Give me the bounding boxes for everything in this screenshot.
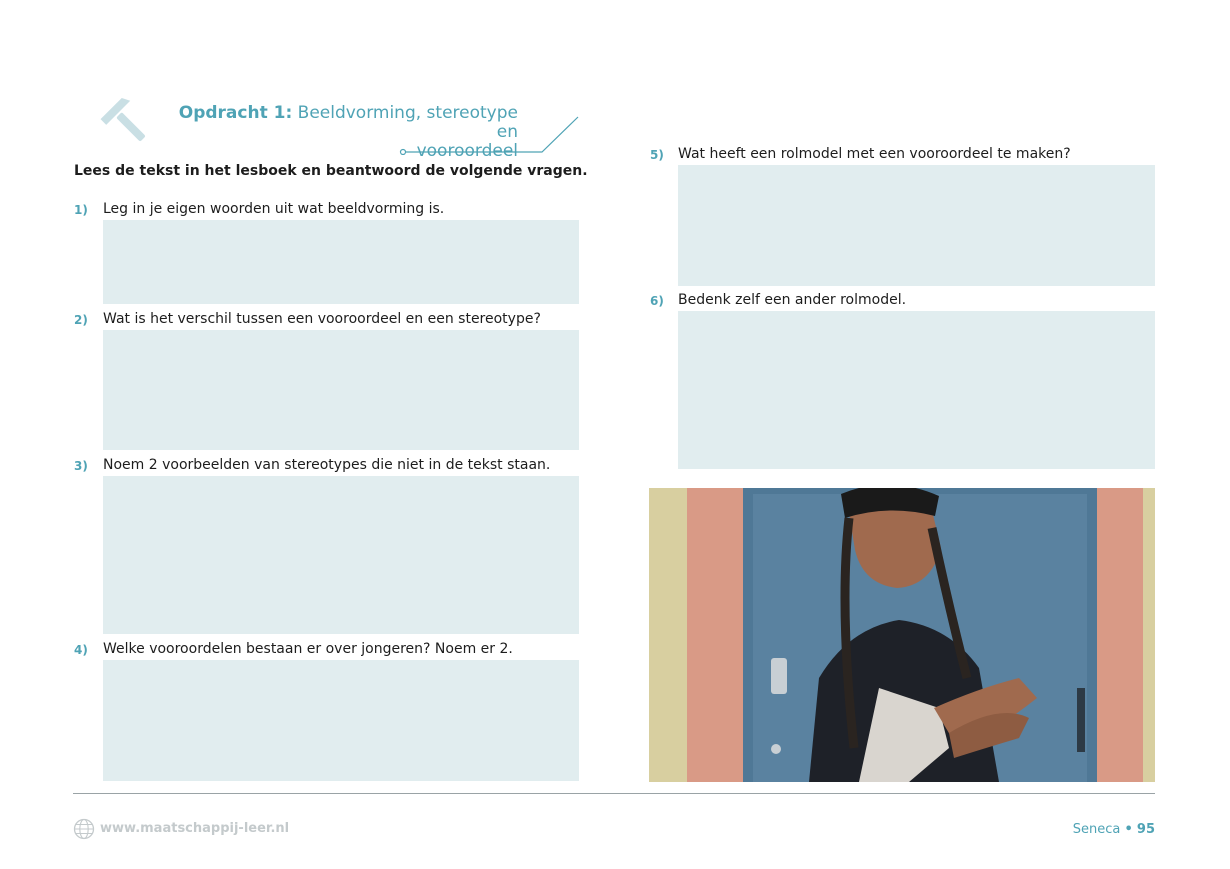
answer-box-2[interactable]	[103, 330, 579, 450]
question-text: Noem 2 voorbeelden van stereotypes die niet in de tekst staan.	[103, 457, 551, 473]
answer-box-4[interactable]	[103, 660, 579, 781]
question-number: 1)	[74, 203, 88, 217]
question-text: Wat is het verschil tussen een vooroordeel en een stereotype?	[103, 311, 541, 327]
instruction-text: Lees de tekst in het lesboek en beantwoord de volgende vragen.	[74, 163, 588, 179]
footer-page-info	[1073, 822, 1155, 837]
answer-box-1[interactable]	[103, 220, 579, 304]
page-number: 95	[1136, 822, 1155, 837]
question-number: 6)	[650, 294, 664, 308]
answer-box-6[interactable]	[678, 311, 1155, 469]
question-number: 3)	[74, 459, 88, 473]
globe-icon	[73, 818, 95, 840]
answer-box-3[interactable]	[103, 476, 579, 634]
title-decoration-line	[398, 113, 584, 155]
footer-bullet: •	[1124, 822, 1133, 837]
assignment-topic-line1: Beeldvorming, stereotype en	[297, 103, 518, 142]
question-number: 5)	[650, 148, 664, 162]
assignment-topic-line2: vooroordeel	[416, 141, 518, 161]
question-text: Wat heeft een rolmodel met een vooroordeel te maken?	[678, 146, 1071, 162]
footer-website-link[interactable]: www.maatschappij-leer.nl	[100, 821, 290, 836]
question-number: 2)	[74, 313, 88, 327]
question-text: Bedenk zelf een ander rolmodel.	[678, 292, 907, 308]
answer-box-5[interactable]	[678, 165, 1155, 286]
rolmodel-photo	[649, 488, 1155, 782]
question-text: Welke vooroordelen bestaan er over jongeren? Noem er 2.	[103, 641, 513, 657]
publisher-name: Seneca	[1072, 822, 1121, 837]
footer-divider	[73, 793, 1155, 794]
assignment-label: Opdracht 1:	[178, 103, 293, 123]
hammer-icon	[100, 96, 152, 148]
question-text: Leg in je eigen woorden uit wat beeldvorming is.	[103, 201, 445, 217]
question-number: 4)	[74, 643, 88, 657]
